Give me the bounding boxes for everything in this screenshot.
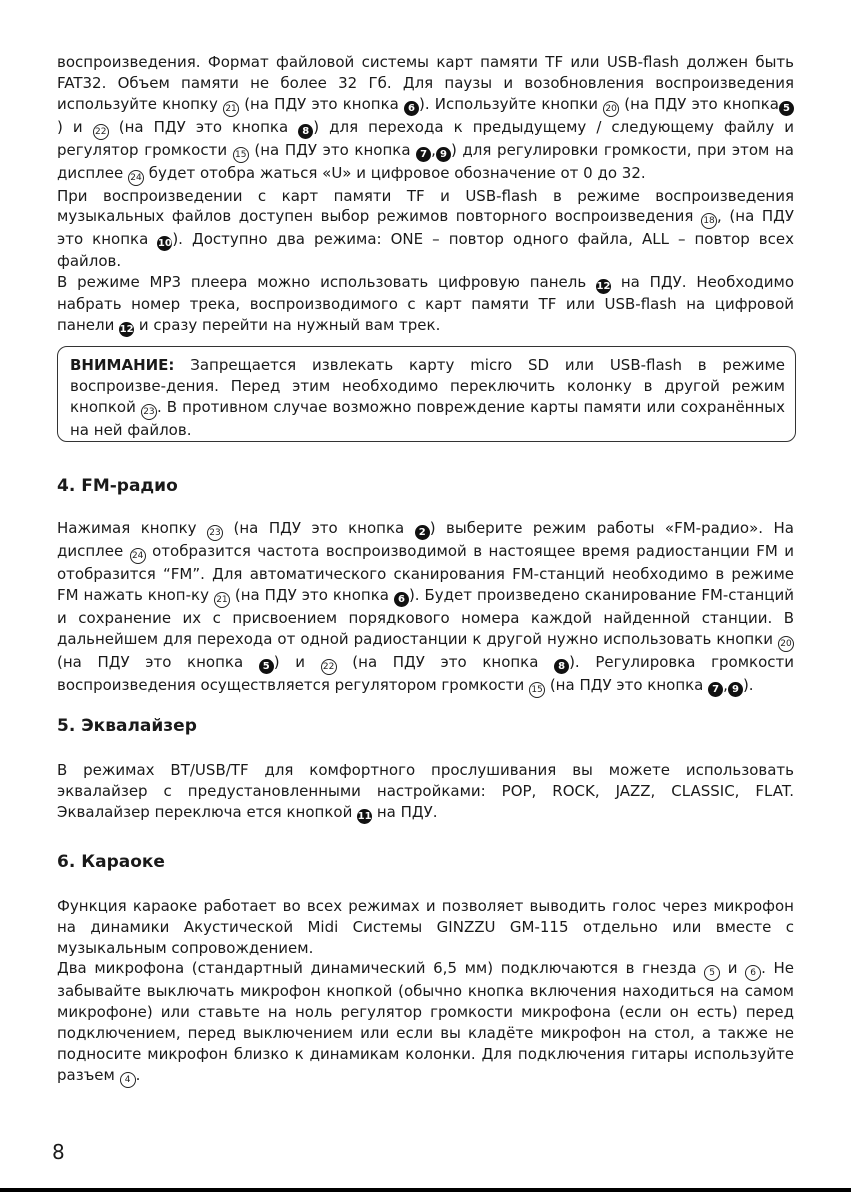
circled-number-filled: 5 <box>259 659 274 674</box>
section-4-heading: 4. FM-радио <box>57 476 178 496</box>
circled-number-outline: 22 <box>93 124 109 140</box>
circled-number-filled: 7 <box>708 682 723 697</box>
circled-number-outline: 15 <box>529 682 545 698</box>
warning-notice-text: ВНИМАНИЕ: Запрещается извлекать карту micro SD или USB-flash в режиме воспроизве-дения. Перед этим необходимо переключить колонку в другой режим кнопкой 23 . В противном случае возможно повреждение карты памяти или сохранённых на ней файлов. <box>70 356 786 439</box>
section-6-body <box>57 896 794 1088</box>
section-6-paragraph-2: Два микрофона (стандартный динамический 6,5 мм) подключаются в гнезда 5 и 6 . Не забывайте выключать микрофон кнопкой (обычно кнопка включения находиться на самом микрофоне) или ставьте на ноль регулятор громкости микрофона (если он есть) перед подключением, перед выключением или если вы кладёте микрофон на стол, а также не подносите микрофон близко к динамикам колонки. Для подключения гитары используйте разъем 4 . <box>57 958 794 1087</box>
warning-label: ВНИМАНИЕ: <box>70 356 175 374</box>
section-4-body <box>57 518 794 698</box>
section-5-paragraph: В режимах BT/USB/TF для комфортного прослушивания вы можете использовать эквалайзер с предустановленными настройками: POP, ROCK, JAZZ, CLASSIC, FLAT. Эквалайзер переключа ется кнопкой 11 на ПДУ. <box>57 761 794 822</box>
circled-number-filled: 9 <box>436 147 451 162</box>
circled-number-outline: 20 <box>603 101 619 117</box>
circled-number-outline: 22 <box>321 659 337 675</box>
circled-number-filled: 9 <box>728 682 743 697</box>
circled-number-filled: 11 <box>357 810 372 822</box>
circled-number-filled: 12 <box>596 281 611 293</box>
circled-number-filled: 5 <box>779 101 794 116</box>
circled-number-outline: 4 <box>120 1072 136 1088</box>
intro-paragraph-3: В режиме MP3 плеера можно использовать цифровую панель 12 на ПДУ. Необходимо набрать номер трека, воспроизводимого с карт памяти TF или USB-flash на цифровой панели 12 и сразу перейти на нужный вам трек. <box>57 273 795 335</box>
circled-number-outline: 15 <box>233 147 249 163</box>
circled-number-outline: 24 <box>130 548 146 564</box>
circled-number-filled: 12 <box>119 323 134 335</box>
section-6-paragraph-1: Функция караоке работает во всех режимах и позволяет выводить голос через микрофон на динамики Акустической Midi Системы GINZZU GM-115 отдельно или вместе с музыкальным сопровождением. <box>57 897 794 957</box>
circled-number-filled: 6 <box>404 101 419 116</box>
intro-block <box>57 52 794 337</box>
circled-number-outline: 6 <box>745 965 761 981</box>
page-number: 8 <box>52 1140 65 1164</box>
circled-number-filled: 6 <box>394 592 409 607</box>
intro-paragraph-1: воспроизведения. Формат файловой системы карт памяти TF или USB-flash должен быть FAT32. Объем памяти не более 32 Гб. Для паузы и возобновления воспроизведения используйте кнопку 21 (на ПДУ это кнопка 6 ). Используйте кнопки 20 (на ПДУ это кнопка 5) и 22 (на ПДУ это кнопка 8 ) для перехода к предыдущему / следующему файлу и регулятор громкости 15 (на ПДУ это кнопка 7 , 9 ) для регулировки громкости, при этом на дисплее 24 будет отобра жаться «U» и цифровое обозначение от 0 до 32. <box>57 52 794 186</box>
circled-number-outline: 18 <box>701 213 717 229</box>
circled-number-outline: 21 <box>214 592 230 608</box>
circled-number-outline: 20 <box>778 636 794 652</box>
section-5-body <box>57 760 794 824</box>
circled-number-filled: 8 <box>298 124 313 139</box>
section-4-paragraph: Нажимая кнопку 23 (на ПДУ это кнопка 2 ) выберите режим работы «FM-радио». На дисплее 24 отобразится частота воспроизводимой в настоящее время радиостанции FM и отобразится “FM”. Для автоматического сканирования FM-станций необходимо в режиме FM нажать кноп-ку 21 (на ПДУ это кнопка 6 ). Будет произведено сканирование FM-станций и сохранение их с присвоением порядкового номера каждой найденной станции. В дальнейшем для перехода от одной радиостанции к другой нужно использовать кнопки 20 (на ПДУ это кнопка 5 ) и 22 (на ПДУ это кнопка 8 ). Регулировка громкости воспроизведения осуществляется регулятором громкости 15 (на ПДУ это кнопка 7 , 9 ). <box>57 518 794 698</box>
circled-number-outline: 23 <box>141 404 157 420</box>
bottom-rule <box>0 1188 851 1192</box>
section-6-heading: 6. Караоке <box>57 852 165 872</box>
circled-number-outline: 24 <box>128 170 144 186</box>
circled-number-outline: 23 <box>207 525 223 541</box>
warning-notice-box <box>57 346 796 442</box>
circled-number-filled: 2 <box>415 525 430 540</box>
circled-number-filled: 8 <box>554 659 569 674</box>
circled-number-outline: 5 <box>704 965 720 981</box>
circled-number-filled: 10 <box>157 238 172 250</box>
intro-paragraph-2: При воспроизведении с карт памяти TF и USB-flash в режиме воспроизведения музыкальных файлов доступен выбор режимов повторного воспроизведения 18 , (на ПДУ это кнопка 10). Доступно два режима: ONE – повтор одного файла, ALL – повтор всех файлов. <box>57 186 794 271</box>
circled-number-outline: 21 <box>223 101 239 117</box>
circled-number-filled: 7 <box>416 147 431 162</box>
section-5-heading: 5. Эквалайзер <box>57 716 197 736</box>
